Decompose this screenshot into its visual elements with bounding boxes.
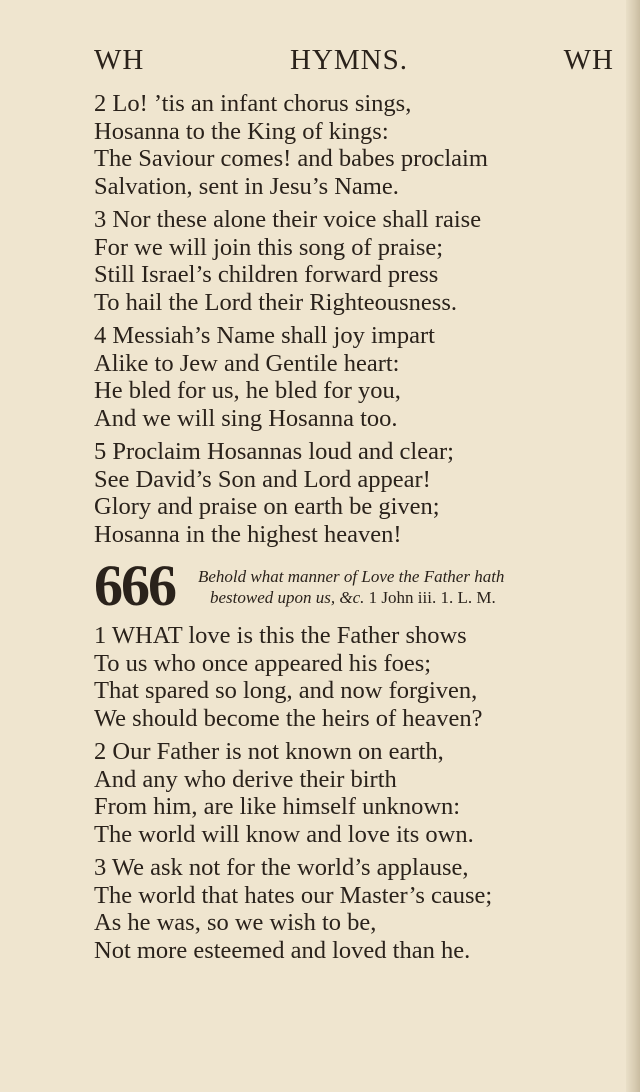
verse-line: Hosanna to the King of kings: xyxy=(94,117,389,145)
header-left: WH xyxy=(94,44,145,76)
verse-line: Still Israel’s children forward press xyxy=(94,261,439,288)
reference-italic: bestowed upon us, &c. xyxy=(210,588,365,607)
header-title: HYMNS. xyxy=(290,44,408,76)
verse-line: Hosanna in the highest heaven! xyxy=(94,520,402,548)
scripture-reference xyxy=(198,566,504,608)
hymn-665-continuation xyxy=(94,90,594,554)
verse-line: He bled for us, he bled for you, xyxy=(94,377,401,404)
reference-line xyxy=(198,587,504,608)
verse-line: To hail the Lord their Righteousness. xyxy=(94,288,458,316)
verse-line: Glory and praise on earth be given; xyxy=(94,493,440,520)
verse-line: 2 Lo! ’tis an infant chorus sings, xyxy=(94,90,412,117)
reference-citation: 1 John iii. 1. L. M. xyxy=(368,588,496,607)
verse-line: See David’s Son and Lord appear! xyxy=(94,465,431,493)
verse-line: 2 Our Father is not known on earth, xyxy=(94,738,444,765)
verse-line: 4 Messiah’s Name shall joy impart xyxy=(94,322,435,349)
verse-line: As he was, so we wish to be, xyxy=(94,909,377,936)
verse-line: Salvation, sent in Jesu’s Name. xyxy=(94,172,399,200)
stanza xyxy=(94,438,594,548)
hymn-666-text xyxy=(94,622,594,970)
stanza xyxy=(94,854,594,964)
stanza xyxy=(94,322,594,432)
stanza xyxy=(94,622,594,732)
verse-line: We should become the heirs of heaven? xyxy=(94,704,483,732)
verse-line: Not more esteemed and loved than he. xyxy=(94,936,471,964)
running-header xyxy=(94,44,614,80)
verse-line: Alike to Jew and Gentile heart: xyxy=(94,349,400,377)
verse-line: To us who once appeared his foes; xyxy=(94,649,432,677)
verse-line: For we will join this song of praise; xyxy=(94,233,444,261)
verse-line: And we will sing Hosanna too. xyxy=(94,404,398,432)
verse-line: 3 We ask not for the world’s applause, xyxy=(94,854,469,881)
page-edge xyxy=(626,0,640,1092)
verse-line: 5 Proclaim Hosannas loud and clear; xyxy=(94,438,454,465)
verse-line: 3 Nor these alone their voice shall raise xyxy=(94,206,482,233)
reference-line: Behold what manner of Love the Father hath xyxy=(198,567,505,586)
hymn-number: 666 xyxy=(94,553,175,618)
verse-line: The world will know and love its own. xyxy=(94,820,474,848)
verse-line: From him, are like himself unknown: xyxy=(94,793,461,820)
hymn-heading xyxy=(94,553,624,618)
verse-line: And any who derive their birth xyxy=(94,765,397,793)
header-right: WH xyxy=(563,44,614,76)
verse-line: The Saviour comes! and babes proclaim xyxy=(94,145,488,172)
verse-line: 1 WHAT love is this the Father shows xyxy=(94,622,467,649)
stanza xyxy=(94,206,594,316)
verse-line: The world that hates our Master’s cause; xyxy=(94,881,493,909)
verse-line: That spared so long, and now forgiven, xyxy=(94,677,478,704)
stanza xyxy=(94,90,594,200)
stanza xyxy=(94,738,594,848)
